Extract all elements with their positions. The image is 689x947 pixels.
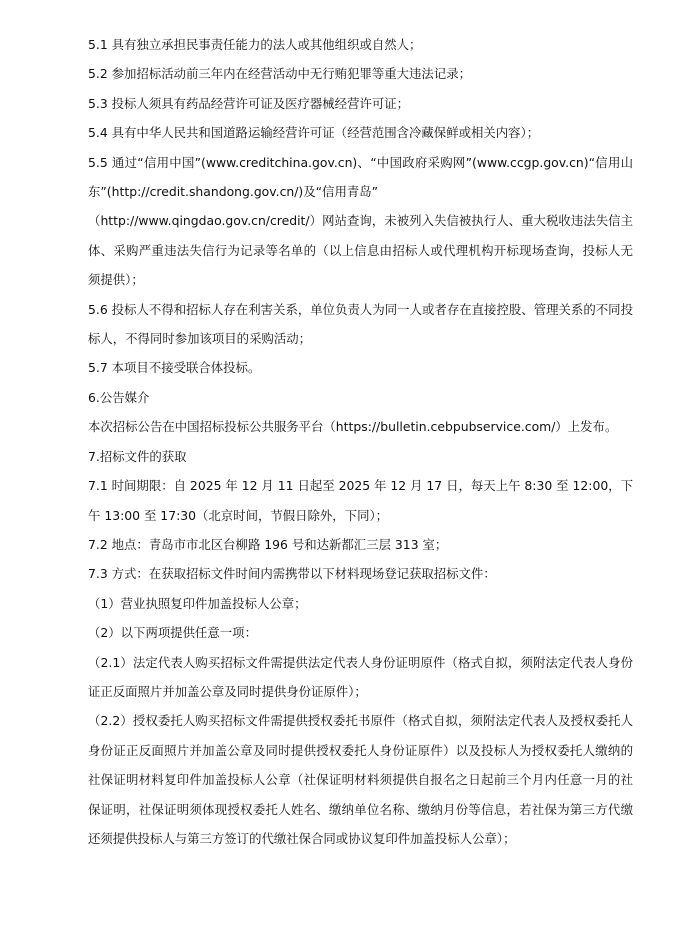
clause-5-7: 5.7 本项目不接受联合体投标。 (88, 360, 261, 376)
clause-5-2: 5.2 参加招标活动前三年内在经营活动中无行贿犯罪等重大违法记录； (88, 66, 471, 82)
clause-7-3: 7.3 方式：在获取招标文件时间内需携带以下材料现场登记获取招标文件： (88, 566, 496, 582)
section-6-body: 本次招标公告在中国招标投标公共服务平台（https://bulletin.cebpubservice.com/）上发布。 (88, 419, 618, 435)
clause-5-5: 5.5 通过“信用中国”(www.creditchina.gov.cn)、“中国政府采购网”(www.ccgp.gov.cn)“信用山东”(http://credit.shandong.gov.cn/)及“信用青岛” (88, 154, 633, 200)
item-2-1: （2.1）法定代表人购买招标文件需提供法定代表人身份证明原件（格式自拟，须附法定代表人身份证正反面照片并加盖公章及同时提供身份证原件）； (88, 654, 633, 699)
clause-5-6: 5.6 投标人不得和招标人存在利害关系，单位负责人为同一人或者存在直接控股、管理关系的不同投标人，不得同时参加该项目的采购活动； (88, 301, 633, 347)
section-7-heading: 7.招标文件的获取 (88, 448, 187, 464)
clause-5-5-continued: （http://www.qingdao.gov.cn/credit/）网站查询，未被列入失信被执行人、重大税收违法失信主体、采购严重违法失信行为记录等名单的（以上信息由招标人或代理机构开标现场查询，投标人无须提供）； (88, 213, 633, 288)
clause-5-4: 5.4 具有中华人民共和国道路运输经营许可证（经营范围含冷藏保鲜或相关内容）； (88, 125, 540, 141)
clause-7-2: 7.2 地点：青岛市市北区台柳路 196 号和达新都汇三层 313 室； (88, 536, 448, 552)
clause-7-1: 7.1 时间期限：自 2025 年 12 月 11 日起至 2025 年 12 月 17 日，每天上午 8:30 至 12:00，下午 13:00 至 17:30（北京时间，节假日除外，下同）； (88, 478, 633, 523)
item-1: （1）营业执照复印件加盖投标人公章； (88, 595, 307, 611)
clause-5-1: 5.1 具有独立承担民事责任能力的法人或其他组织或自然人； (88, 37, 422, 52)
item-2: （2）以下两项提供任意一项： (88, 625, 257, 641)
clause-5-3: 5.3 投标人须具有药品经营许可证及医疗器械经营许可证； (88, 95, 410, 111)
item-2-2: （2.2）授权委托人购买招标文件需提供授权委托书原件（格式自拟，须附法定代表人及授权委托人身份证正反面照片并加盖公章及同时提供授权委托人身份证原件）以及投标人为授权委托人缴纳的社保证明材料复印件加盖投标人公章（社保证明材料须提供自报名之日起前三个月内任意一月的社保证明，社保证明须体现授权委托人姓名、缴纳单位名称、缴纳月份等信息，若社保为第三方代缴还须提供投标人与第三方签订的代缴社保合同或协议复印件加盖投标人公章）； (88, 713, 633, 846)
section-6-heading: 6.公告媒介 (88, 389, 150, 405)
